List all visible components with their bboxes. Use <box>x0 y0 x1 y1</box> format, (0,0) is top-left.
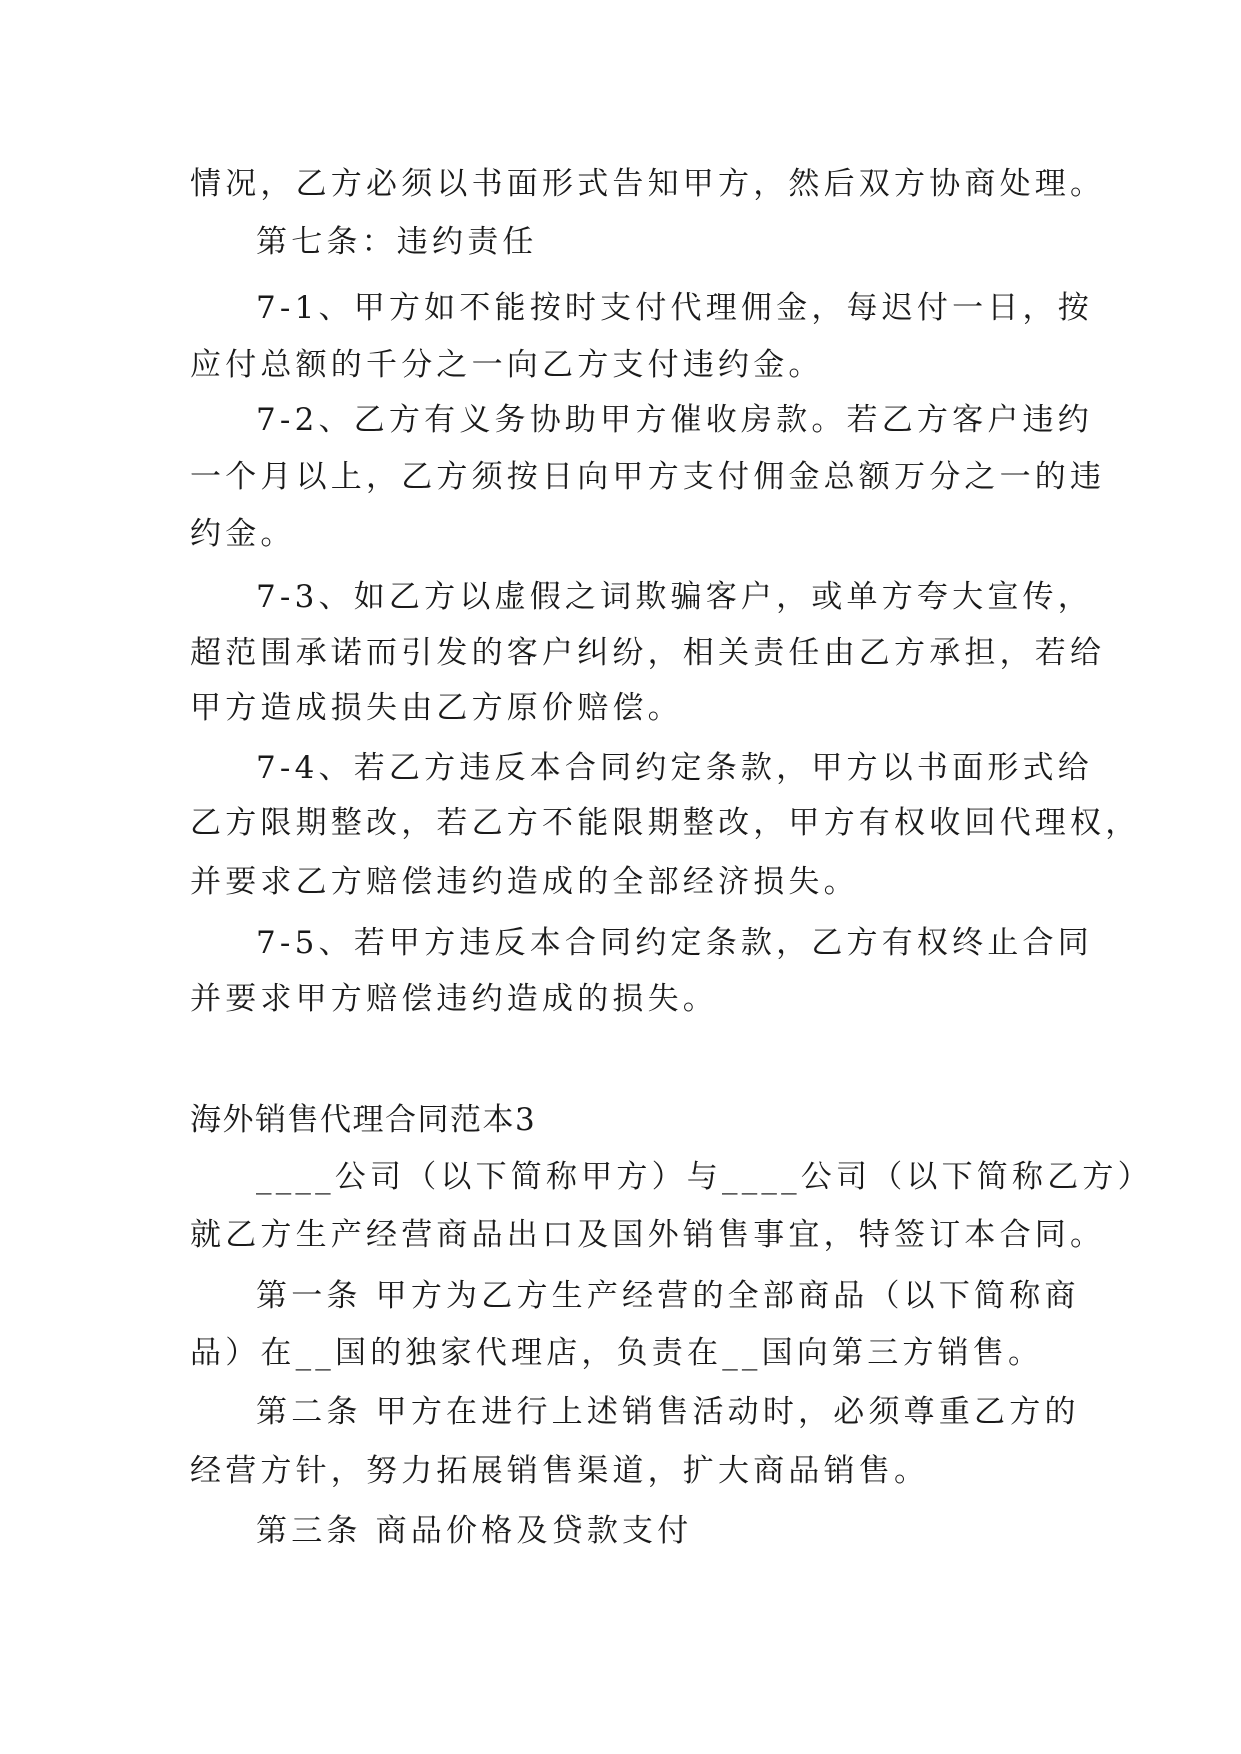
text-line: 约金。 <box>190 516 296 552</box>
text-line: 第一条 甲方为乙方生产经营的全部商品（以下简称商 <box>256 1278 1080 1314</box>
text-line: 7-5、若甲方违反本合同约定条款，乙方有权终止合同 <box>256 925 1093 961</box>
text-line: 情况，乙方必须以书面形式告知甲方，然后双方协商处理。 <box>190 166 1106 202</box>
section-heading: 第三条 商品价格及贷款支付 <box>256 1513 693 1549</box>
text-line: 7-4、若乙方违反本合同约定条款，甲方以书面形式给 <box>256 750 1093 786</box>
text-line: 就乙方生产经营商品出口及国外销售事宜，特签订本合同。 <box>190 1217 1106 1253</box>
text-line: 7-2、乙方有义务协助甲方催收房款。若乙方客户违约 <box>256 402 1093 438</box>
text-line: 7-3、如乙方以虚假之词欺骗客户，或单方夸大宣传， <box>256 579 1093 615</box>
text-line: 品）在__国的独家代理店，负责在__国向第三方销售。 <box>190 1335 1044 1371</box>
text-line: 超范围承诺而引发的客户纠纷，相关责任由乙方承担，若给 <box>190 635 1106 671</box>
text-line: 第二条 甲方在进行上述销售活动时，必须尊重乙方的 <box>256 1394 1080 1430</box>
text-line: 应付总额的千分之一向乙方支付违约金。 <box>190 347 824 383</box>
document-title: 海外销售代理合同范本3 <box>190 1102 537 1138</box>
text-line: ____公司（以下简称甲方）与____公司（以下简称乙方） <box>256 1159 1153 1195</box>
text-line: 并要求乙方赔偿违约造成的全部经济损失。 <box>190 864 859 900</box>
text-line: 一个月以上，乙方须按日向甲方支付佣金总额万分之一的违 <box>190 459 1106 495</box>
text-line: 7-1、甲方如不能按时支付代理佣金，每迟付一日，按 <box>256 290 1093 326</box>
text-line: 经营方针，努力拓展销售渠道，扩大商品销售。 <box>190 1453 930 1489</box>
text-line: 并要求甲方赔偿违约造成的损失。 <box>190 981 718 1017</box>
text-line: 乙方限期整改，若乙方不能限期整改，甲方有权收回代理权， <box>190 805 1141 841</box>
section-heading: 第七条：违约责任 <box>256 224 538 260</box>
text-line: 甲方造成损失由乙方原价赔偿。 <box>190 690 683 726</box>
